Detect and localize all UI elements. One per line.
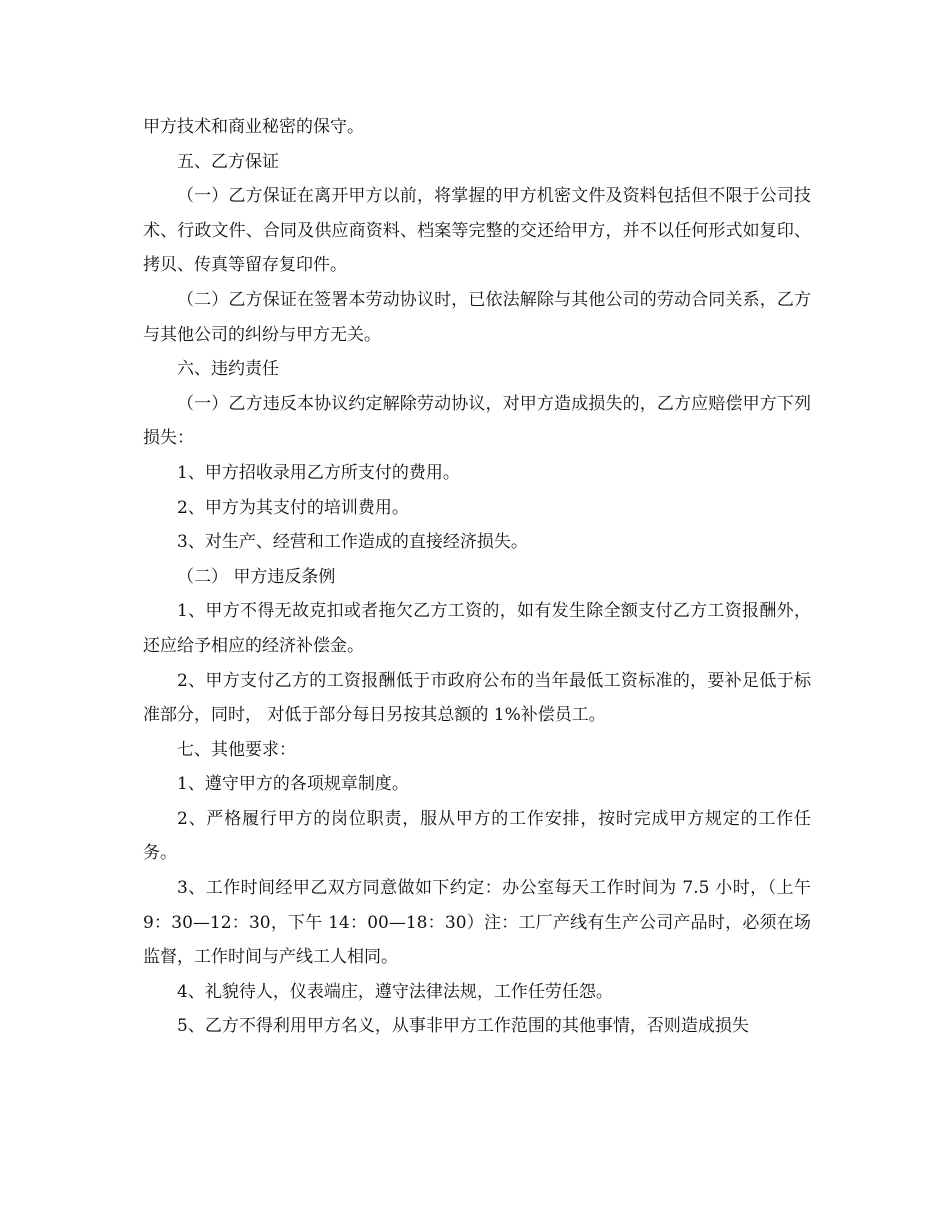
paragraph-5-2: （二）乙方保证在签署本劳动协议时，已依法解除与其他公司的劳动合同关系，乙方与其他公司的纠纷与甲方无关。 — [143, 289, 811, 345]
paragraph-6-2: （二） 甲方违反条例 — [177, 566, 336, 587]
list-item-7-5: 5、乙方不得利用甲方名义，从事非甲方工作范围的其他事情，否则造成损失 — [177, 1016, 749, 1037]
section-heading-6: 六、违约责任 — [177, 359, 279, 380]
list-item-7-2: 2、严格履行甲方的岗位职责，服从甲方的工作安排，按时完成甲方规定的工作任务。 — [143, 808, 811, 864]
list-item-6-1-2: 2、甲方为其支付的培训费用。 — [177, 497, 409, 518]
paragraph-1: 甲方技术和商业秘密的保守。 — [143, 117, 364, 137]
list-item-7-1: 1、遵守甲方的各项规章制度。 — [177, 774, 409, 795]
list-item-7-4: 4、礼貌待人，仪表端庄，遵守法律法规，工作任劳任怨。 — [177, 981, 613, 1002]
section-heading-5: 五、乙方保证 — [177, 151, 279, 172]
section-heading-7: 七、其他要求： — [177, 739, 296, 760]
paragraph-5-1: （一）乙方保证在离开甲方以前，将掌握的甲方机密文件及资料包括但不限于公司技术、行政文件、合同及供应商资料、档案等完整的交还给甲方，并不以任何形式如复印、拷贝、传真等留存复印件。 — [143, 186, 811, 276]
list-item-6-1-1: 1、甲方招收录用乙方所支付的费用。 — [177, 462, 460, 483]
list-item-7-3: 3、工作时间经甲乙双方同意做如下约定：办公室每天工作时间为 7.5 小时，（上午 9：30—12：30，下午 14：00—18：30）注：工厂产线有生产公司产品时，必须在场监督，工作时间与产线工人相同。 — [143, 878, 811, 968]
paragraph-6-1: （一）乙方违反本协议约定解除劳动协议，对甲方造成损失的，乙方应赔偿甲方下列损失： — [143, 393, 811, 449]
list-item-6-1-3: 3、对生产、经营和工作造成的直接经济损失。 — [177, 532, 528, 553]
list-item-6-2-2: 2、甲方支付乙方的工资报酬低于市政府公布的当年最低工资标准的，要补足低于标准部分，同时， 对低于部分每日另按其总额的 1%补偿员工。 — [143, 670, 811, 726]
list-item-6-2-1: 1、甲方不得无故克扣或者拖欠乙方工资的，如有发生除全额支付乙方工资报酬外，还应给予相应的经济补偿金。 — [143, 601, 811, 656]
document-body — [143, 110, 811, 1044]
